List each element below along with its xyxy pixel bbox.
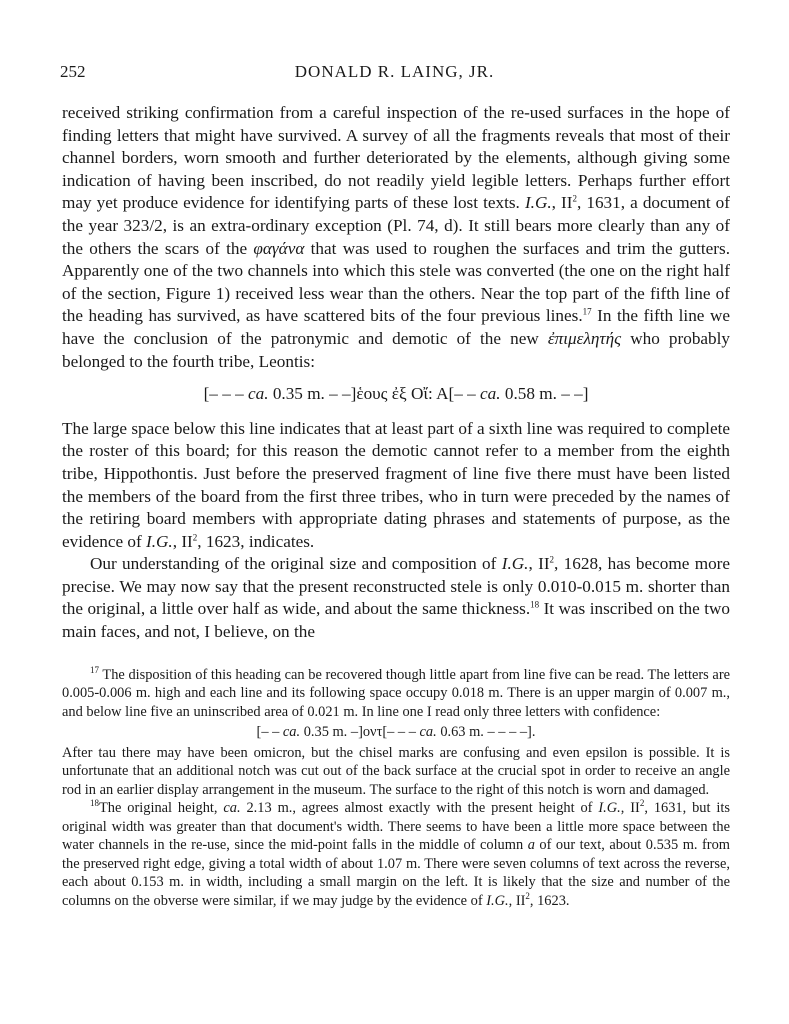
footnote-mark-17: 17: [90, 664, 99, 675]
footnote-17: $^{17}$ The disposition of this heading can be recovered though little apart from line five can be read. The letters are 0.005-0.006 m. high and each line and its following space occupy 0.018 m. There is an upper margin of 0.007 m., and below line five an uninscribed area of 0.021 m. In line one I read only three letters with confidence:: [62, 664, 730, 720]
footnote-17-continued: After tau there may have been omicron, but the chisel marks are confusing and even epsilon is possible. It is unfortunate that an additional notch was cut out of the back surface at the crucial spot in order to receive an angle rod in an earlier display arrangement in the museum. The surface to the right of this notch is worn and damaged.: [62, 744, 730, 798]
footnotes: [62, 666, 730, 911]
running-head: DONALD R. LAING, JR.: [294, 62, 495, 81]
paragraph-2: The large space below this line indicates that at least part of a sixth line was required to complete the roster of this board; for this reason the demotic cannot refer to a member from the eighth tribe, Hippothontis. Just before the preserved fragment of line five there must have been listed the members of the board from the first three tribes, who in turn were preceded by the names of the retiring board members with appropriate dating phrases and statements of purpose, as the evidence of I.G., $II^2$, 1623, indicates.: [62, 418, 730, 551]
paragraph-1: received striking confirmation from a careful inspection of the re-used surfaces in the hope of finding letters that might have survived. A survey of all the fragments reveals that most of their channel borders, worn smooth and further deteriorated by the elements, although giving some indication of having been inscribed, do not readily yield legible letters. Perhaps further effort may yet produce evidence for identifying parts of these lost texts. I.G., $II^2$, 1631, a document of the year 323/2, is an extra-ordinary exception (Pl. 74, d). It still bears more clearly than any of the others the scars of the φαγάνα that was used to roughen the surfaces and trim the gutters. Apparently one of the two channels into which this stele was converted (the one on the right half of the section, Figure 1) received less wear than the others. Near the top part of the fifth line of the heading has survived, as have scattered bits of the four previous lines.$^{17}$ In the fifth line we have the conclusion of the patronymic and demotic of the new ἐπιμελητής who probably belonged to the fourth tribe, Leontis:: [62, 103, 731, 371]
footnote-ref-17[interactable]: 17: [582, 306, 592, 317]
footnote-inscription-line: [– – ca. 0.35 m. –]οντ[– – – ca. 0.63 m. – – – –].: [256, 724, 536, 741]
paragraph-3: Our understanding of the original size and composition of I.G., $II^2$, 1628, has become more precise. We may now say that the present reconstructed stele is only 0.010-0.015 m. shorter than the original, a little over half as wide, and about the same thickness.$^{18}$ It was inscribed on the two main faces, and not, I believe, on the: [62, 554, 731, 642]
footnote-18: $^{18}$The original height, ca. 2.13 m., agrees almost exactly with the present height of I.G., $II^2$, 1631, but its original width was greater than that document's width. There seems to have been a little more space between the water channels in the re-use, since the mid-point falls in the middle of column a of our text, about 0.535 m. from the preserved right edge, giving a total width of about 1.07 m. There were seven columns of text across the reverse, each about 0.153 m. in width, including a small margin on the left. It is likely that the size and number of the columns on the obverse were similar, if we may judge by the evidence of I.G., $II^2$, 1623.: [62, 798, 730, 909]
page-header: [60, 62, 729, 86]
greek-term: φαγάνα: [253, 238, 305, 258]
greek-term: ἐπιμελητής: [547, 328, 622, 348]
footnote-mark-18: 18: [90, 798, 99, 809]
footnote-ref-18[interactable]: 18: [530, 599, 540, 610]
page-number: 252: [60, 62, 86, 81]
main-text: [62, 102, 730, 910]
inscription-line: [– – – ca. 0.35 m. – –]ἑους ἐξ Οἴ: Α[– – ca. 0.58 m. – –]: [203, 384, 589, 404]
